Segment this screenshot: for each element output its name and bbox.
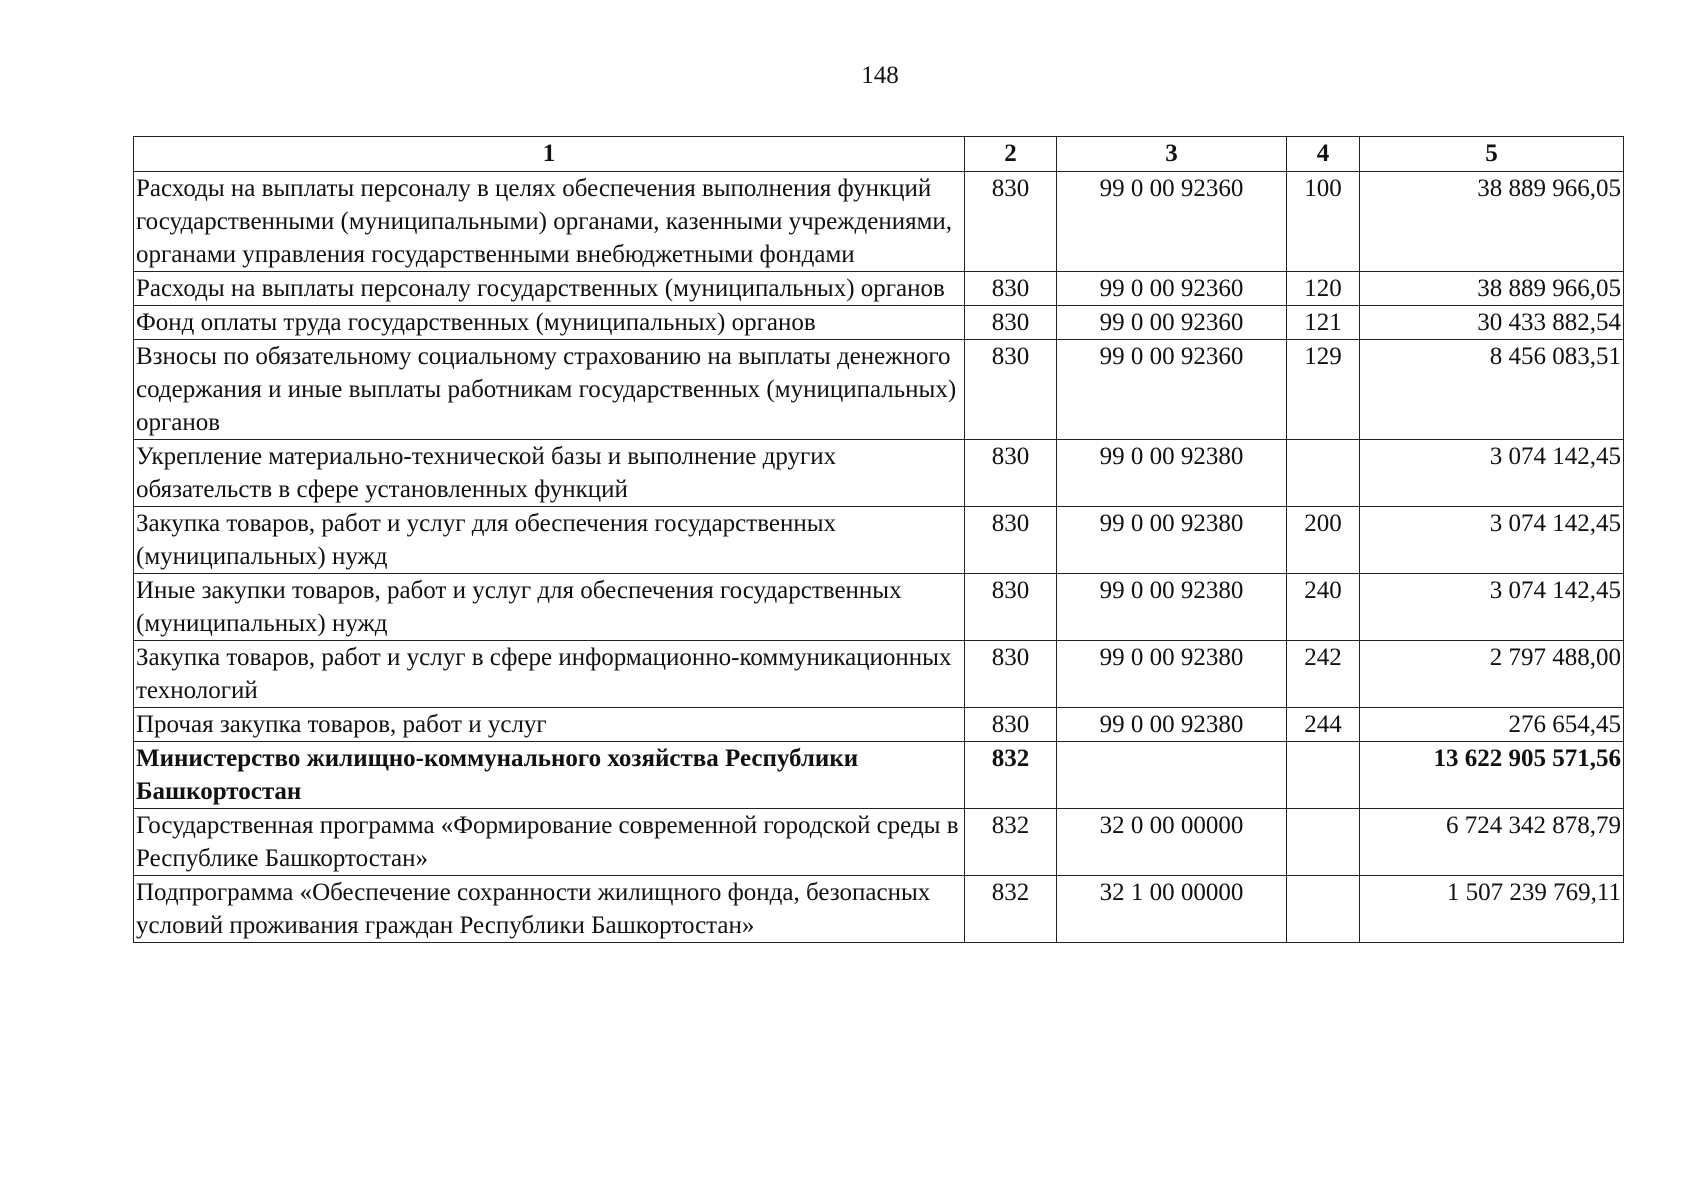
cell-name: Иные закупки товаров, работ и услуг для обеспечения государственных (муниципальных) нужд xyxy=(134,574,965,641)
cell-name: Расходы на выплаты персоналу государственных (муниципальных) органов xyxy=(134,272,965,306)
cell-target-code: 99 0 00 92380 xyxy=(1057,708,1287,742)
cell-sum: 1 507 239 769,11 xyxy=(1360,876,1624,943)
cell-target-code: 99 0 00 92380 xyxy=(1057,574,1287,641)
cell-target-code: 99 0 00 92360 xyxy=(1057,272,1287,306)
cell-target-code: 32 0 00 00000 xyxy=(1057,809,1287,876)
cell-expense-kind xyxy=(1287,440,1360,507)
cell-expense-kind: 120 xyxy=(1287,272,1360,306)
table-row xyxy=(134,641,1624,708)
cell-ved-code: 832 xyxy=(965,876,1057,943)
cell-name: Подпрограмма «Обеспечение сохранности жилищного фонда, безопасных условий проживания граждан Республики Башкортостан» xyxy=(134,876,965,943)
cell-sum: 30 433 882,54 xyxy=(1360,306,1624,340)
cell-target-code: 99 0 00 92380 xyxy=(1057,440,1287,507)
page-number: 148 xyxy=(861,62,899,89)
cell-ved-code: 832 xyxy=(965,809,1057,876)
cell-expense-kind: 242 xyxy=(1287,641,1360,708)
header-col-5: 5 xyxy=(1360,137,1624,172)
cell-target-code: 99 0 00 92380 xyxy=(1057,507,1287,574)
cell-sum: 38 889 966,05 xyxy=(1360,172,1624,272)
cell-name: Укрепление материально-технической базы и выполнение других обязательств в сфере установленных функций xyxy=(134,440,965,507)
table-row xyxy=(134,708,1624,742)
table-row xyxy=(134,507,1624,574)
table-row xyxy=(134,340,1624,440)
cell-sum: 2 797 488,00 xyxy=(1360,641,1624,708)
header-col-2: 2 xyxy=(965,137,1057,172)
cell-expense-kind: 240 xyxy=(1287,574,1360,641)
cell-sum: 3 074 142,45 xyxy=(1360,440,1624,507)
cell-expense-kind xyxy=(1287,742,1360,809)
cell-ved-code: 830 xyxy=(965,641,1057,708)
cell-sum: 38 889 966,05 xyxy=(1360,272,1624,306)
cell-name: Фонд оплаты труда государственных (муниципальных) органов xyxy=(134,306,965,340)
table-row xyxy=(134,742,1624,809)
cell-name: Министерство жилищно-коммунального хозяйства Республики Башкортостан xyxy=(134,742,965,809)
cell-name: Закупка товаров, работ и услуг в сфере информационно-коммуникационных технологий xyxy=(134,641,965,708)
table-row xyxy=(134,172,1624,272)
cell-target-code xyxy=(1057,742,1287,809)
header-col-1: 1 xyxy=(134,137,965,172)
cell-expense-kind xyxy=(1287,809,1360,876)
header-col-4: 4 xyxy=(1287,137,1360,172)
cell-ved-code: 832 xyxy=(965,742,1057,809)
cell-ved-code: 830 xyxy=(965,306,1057,340)
table-row xyxy=(134,574,1624,641)
cell-sum: 3 074 142,45 xyxy=(1360,574,1624,641)
cell-expense-kind xyxy=(1287,876,1360,943)
cell-ved-code: 830 xyxy=(965,708,1057,742)
cell-sum: 3 074 142,45 xyxy=(1360,507,1624,574)
header-col-3: 3 xyxy=(1057,137,1287,172)
cell-target-code: 99 0 00 92360 xyxy=(1057,306,1287,340)
table-row xyxy=(134,272,1624,306)
table-header-row xyxy=(134,137,1624,172)
table-body xyxy=(134,172,1624,943)
cell-expense-kind: 100 xyxy=(1287,172,1360,272)
cell-sum: 276 654,45 xyxy=(1360,708,1624,742)
cell-expense-kind: 244 xyxy=(1287,708,1360,742)
cell-ved-code: 830 xyxy=(965,340,1057,440)
budget-table xyxy=(133,136,1624,943)
cell-sum: 13 622 905 571,56 xyxy=(1360,742,1624,809)
cell-expense-kind: 200 xyxy=(1287,507,1360,574)
table-row xyxy=(134,876,1624,943)
cell-sum: 8 456 083,51 xyxy=(1360,340,1624,440)
table-row xyxy=(134,306,1624,340)
cell-target-code: 99 0 00 92360 xyxy=(1057,172,1287,272)
cell-ved-code: 830 xyxy=(965,172,1057,272)
cell-name: Взносы по обязательному социальному страхованию на выплаты денежного содержания и иные выплаты работникам государственных (муниципальных) органов xyxy=(134,340,965,440)
cell-ved-code: 830 xyxy=(965,272,1057,306)
cell-ved-code: 830 xyxy=(965,574,1057,641)
cell-ved-code: 830 xyxy=(965,440,1057,507)
cell-expense-kind: 121 xyxy=(1287,306,1360,340)
cell-expense-kind: 129 xyxy=(1287,340,1360,440)
cell-target-code: 99 0 00 92380 xyxy=(1057,641,1287,708)
cell-ved-code: 830 xyxy=(965,507,1057,574)
cell-target-code: 99 0 00 92360 xyxy=(1057,340,1287,440)
cell-target-code: 32 1 00 00000 xyxy=(1057,876,1287,943)
cell-name: Расходы на выплаты персоналу в целях обеспечения выполнения функций государственными (муниципальными) органами, казенными учреждениями, органами управления государственными внебюджетными фондами xyxy=(134,172,965,272)
table-row xyxy=(134,809,1624,876)
cell-sum: 6 724 342 878,79 xyxy=(1360,809,1624,876)
cell-name: Прочая закупка товаров, работ и услуг xyxy=(134,708,965,742)
cell-name: Государственная программа «Формирование современной городской среды в Республике Башкортостан» xyxy=(134,809,965,876)
cell-name: Закупка товаров, работ и услуг для обеспечения государственных (муниципальных) нужд xyxy=(134,507,965,574)
table-row xyxy=(134,440,1624,507)
